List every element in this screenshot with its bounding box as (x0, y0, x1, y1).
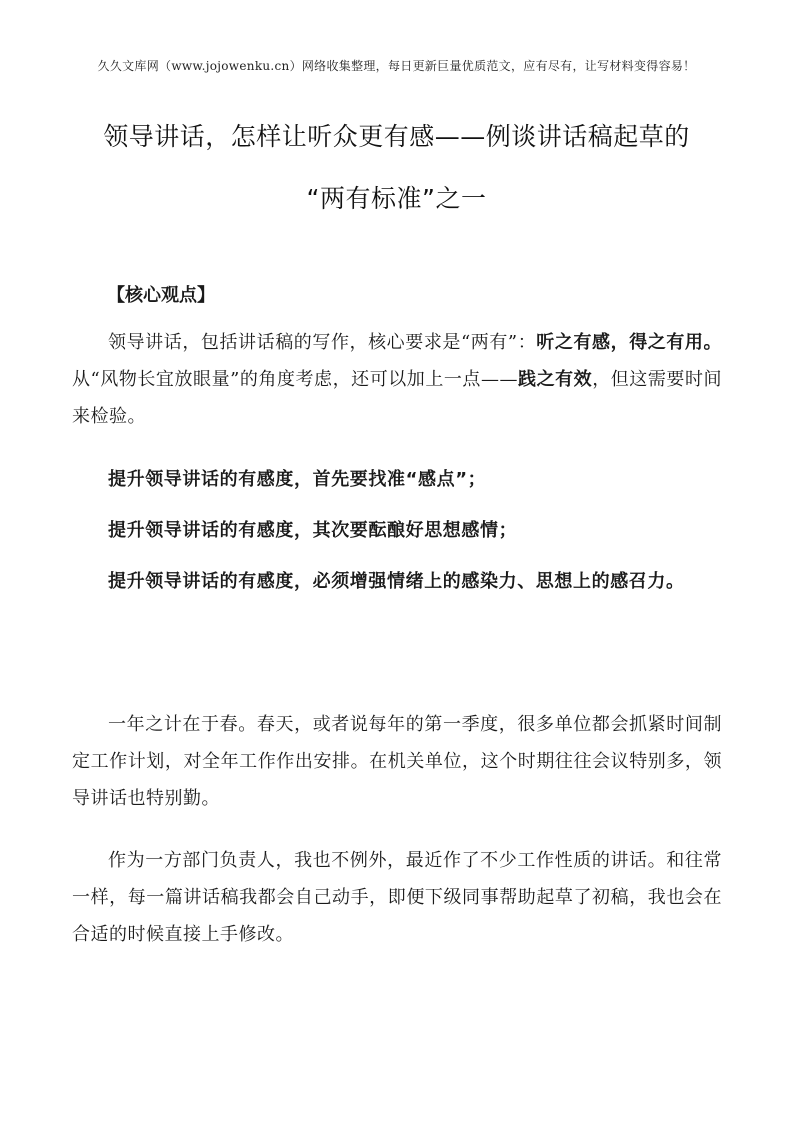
intro-paragraph (72, 324, 722, 435)
body-paragraph-2: 作为一方部门负责人，我也不例外，最近作了不少工作性质的讲话。和往常一样，每一篇讲话稿我都会自己动手，即便下级同事帮助起草了初稿，我也会在合适的时候直接上手修改。 (72, 850, 722, 945)
key-point-2: 提升领导讲话的有感度，其次要酝酿好思想感情； (108, 520, 518, 541)
intro-text-3: ，但这需要时间来检验。 (72, 369, 722, 427)
body-paragraph-1: 一年之计在于春。春天，或者说每年的第一季度，很多单位都会抓紧时间制定工作计划，对全年工作作出安排。在机关单位，这个时期往往会议特别多，领导讲话也特别勤。 (72, 714, 722, 809)
key-point-3: 提升领导讲话的有感度，必须增强情绪上的感染力、思想上的感召力。 (108, 571, 685, 592)
core-viewpoint-heading: 【核心观点】 (107, 285, 215, 306)
header-note: 久久文库网（www.jojowenku.cn）网络收集整理，每日更新巨量优质范文，应有尽有，让写材料变得容易！ (97, 59, 696, 73)
document-title-line2: “两有标准”之一 (306, 184, 487, 213)
key-point-1: 提升领导讲话的有感度，首先要找准“感点”； (108, 469, 487, 490)
intro-text-1: 领导讲话，包括讲话稿的写作，核心要求是“两有”： (108, 332, 537, 353)
intro-text-2: 从“风物长宜放眼量”的角度考虑，还可以加上一点—— (72, 369, 518, 390)
document-title-line1: 领导讲话，怎样让听众更有感——例谈讲话稿起草的 (103, 122, 690, 151)
intro-bold-2: 践之有效 (517, 369, 593, 390)
intro-bold-1: 听之有感，得之有用。 (536, 332, 723, 353)
